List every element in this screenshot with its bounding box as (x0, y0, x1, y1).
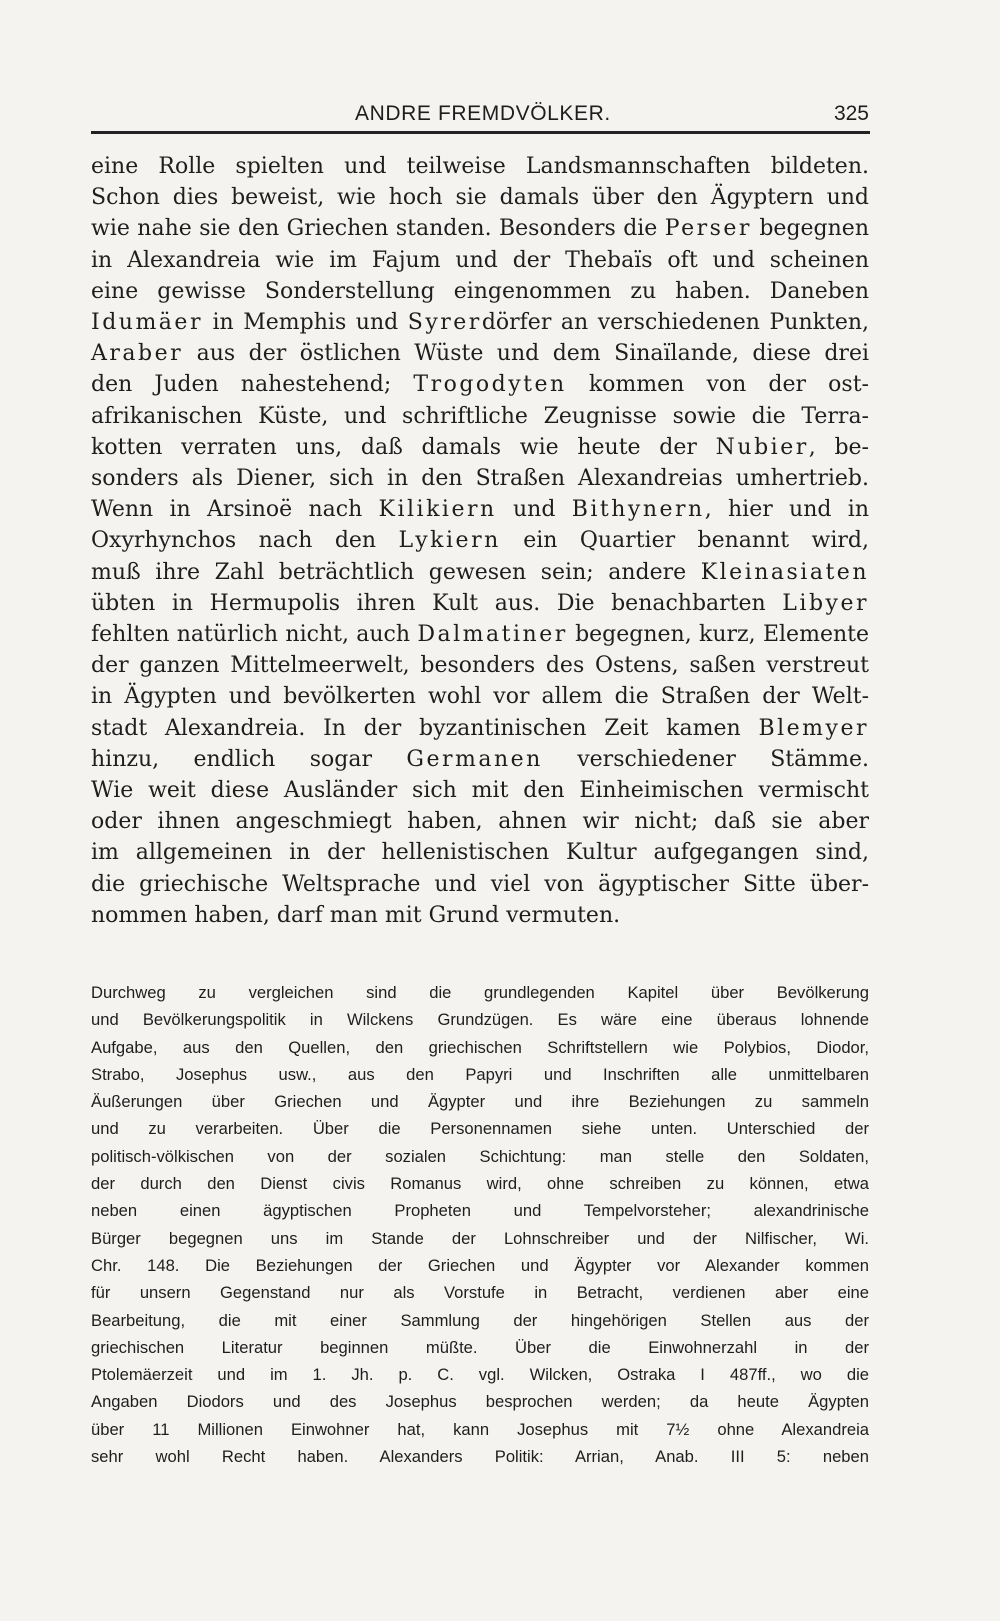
text-line: sehr wohl Recht haben. Alexanders Politik: Arrian, Anab. III 5: neben (91, 1447, 869, 1467)
text-line: afrikanischen Küste, und schriftliche Zeugnisse sowie die Terra- (91, 403, 869, 429)
text-line: nommen haben, darf man mit Grund vermuten. (91, 902, 621, 928)
text-line: neben einen ägyptischen Propheten und Tempelvorsteher; alexandrinische (91, 1201, 869, 1221)
header-rule (91, 131, 870, 134)
text-line: Strabo, Josephus usw., aus den Papyri und Inschriften alle unmittelbaren (91, 1064, 869, 1084)
text-line: übten in Hermupolis ihren Kult aus. Die benachbarten Libyer (91, 590, 869, 616)
text-line: der durch den Dienst civis Romanus wird, ohne schreiben zu können, etwa (91, 1174, 869, 1194)
text-line: und zu verarbeiten. Über die Personennamen siehe unten. Unterschied der (91, 1119, 869, 1139)
text-line: politisch-völkischen von der sozialen Schichtung: man stelle den Soldaten, (91, 1146, 869, 1166)
text-line: griechischen Literatur beginnen müßte. Über die Einwohnerzahl in der (91, 1337, 869, 1357)
text-line: Araber aus der östlichen Wüste und dem Sinaïlande, diese drei (91, 341, 869, 367)
text-line: Aufgabe, aus den Quellen, den griechischen Schriftstellern wie Polybios, Diodor, (91, 1037, 869, 1057)
text-line: für unsern Gegenstand nur als Vorstufe in Betracht, verdienen aber eine (91, 1283, 869, 1303)
text-line: Chr. 148. Die Beziehungen der Griechen und Ägypter vor Alexander kommen (91, 1255, 869, 1275)
text-line: den Juden nahestehend; Trogodyten kommen von der ost- (91, 372, 869, 398)
chapter-title: ANDRE FREMDVÖLKER. (355, 102, 611, 125)
running-header (91, 98, 869, 134)
text-line: Ptolemäerzeit und im 1. Jh. p. C. vgl. Wilcken, Ostraka I 487ff., wo die (91, 1365, 869, 1385)
text-line: und Bevölkerungspolitik in Wilckens Grundzügen. Es wäre eine überaus lohnende (91, 1010, 869, 1030)
text-line: sonders als Diener, sich in den Straßen Alexandreias umhertrieb. (91, 466, 869, 492)
text-line: Äußerungen über Griechen und Ägypter und ihre Beziehungen zu sammeln (91, 1092, 869, 1112)
text-line: Durchweg zu vergleichen sind die grundlegenden Kapitel über Bevölkerung (91, 983, 869, 1002)
text-line: über 11 Millionen Einwohner hat, kann Josephus mit 7½ ohne Alexandreia (91, 1419, 869, 1439)
text-line: im allgemeinen in der hellenistischen Kultur aufgegangen sind, (91, 840, 869, 866)
text-line: eine gewisse Sonderstellung eingenommen zu haben. Daneben (91, 278, 869, 304)
text-line: fehlten natürlich nicht, auch Dalmatiner begegnen, kurz, Elemente (91, 622, 869, 648)
text-line: hinzu, endlich sogar Germanen verschiedener Stämme. (91, 746, 869, 772)
text-line: Wie weit diese Ausländer sich mit den Einheimischen vermischt (91, 778, 869, 804)
text-line: Idumäer in Memphis und Syrerdörfer an verschiedenen Punkten, (91, 310, 869, 336)
text-line: muß ihre Zahl beträchtlich gewesen sein; andere Kleinasiaten (91, 559, 869, 585)
text-line: wie nahe sie den Griechen standen. Besonders die Perser begegnen (91, 216, 869, 242)
text-line: Bearbeitung, die mit einer Sammlung der hingehörigen Stellen aus der (91, 1310, 869, 1330)
text-line: eine Rolle spielten und teilweise Landsmannschaften bildeten. (91, 154, 869, 179)
text-line: in Alexandreia wie im Fajum und der Thebaïs oft und scheinen (91, 247, 869, 273)
main-text (91, 151, 869, 931)
text-line: Oxyrhynchos nach den Lykiern ein Quartier benannt wird, (91, 528, 869, 554)
text-line: Wenn in Arsinoë nach Kilikiern und Bithynern, hier und in (91, 497, 869, 523)
text-line: oder ihnen angeschmiegt haben, ahnen wir nicht; daß sie aber (91, 809, 869, 835)
page-number: 325 (833, 102, 869, 125)
text-line: in Ägypten und bevölkerten wohl vor allem die Straßen der Welt- (91, 684, 869, 710)
text-line: die griechische Weltsprache und viel von ägyptischer Sitte über- (91, 871, 869, 897)
footnote-text (91, 979, 869, 1470)
text-line: der ganzen Mittelmeerwelt, besonders des Ostens, saßen verstreut (91, 653, 869, 679)
text-line: stadt Alexandreia. In der byzantinischen Zeit kamen Blemyer (91, 715, 869, 741)
text-line: Bürger begegnen uns im Stande der Lohnschreiber und der Nilfischer, Wi. (91, 1228, 869, 1248)
text-line: Angaben Diodors und des Josephus besprochen werden; da heute Ägypten (91, 1392, 869, 1412)
text-line: Schon dies beweist, wie hoch sie damals über den Ägyptern und (91, 185, 869, 211)
text-line: kotten verraten uns, daß damals wie heute der Nubier, be- (91, 434, 869, 460)
